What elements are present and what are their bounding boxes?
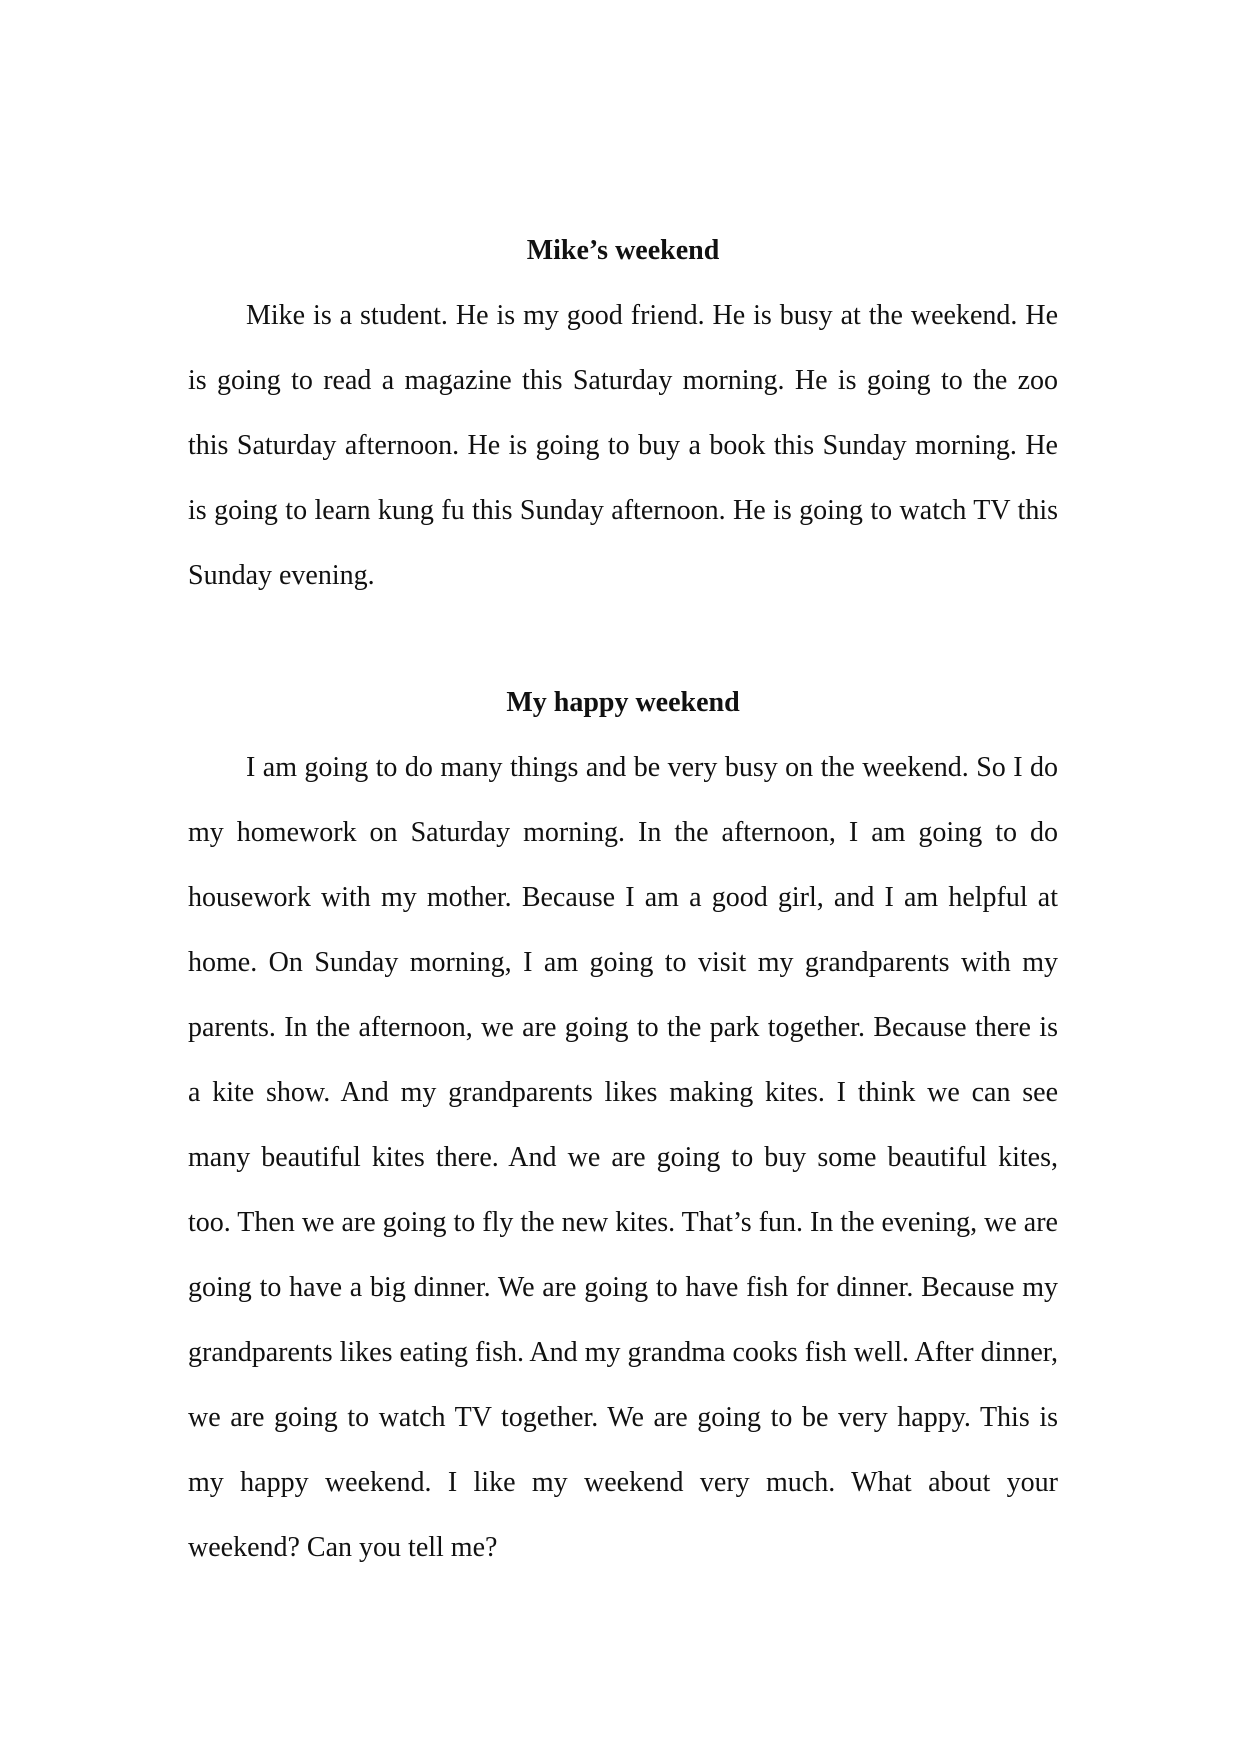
section-my-happy-weekend <box>188 670 1058 1580</box>
section-spacer <box>188 608 1058 670</box>
section-title: Mike’s weekend <box>526 235 720 266</box>
document-content <box>188 218 1058 1580</box>
section-title: My happy weekend <box>506 687 740 718</box>
section-body: I am going to do many things and be very busy on the weekend. So I do my homework on Saturday morning. In the afternoon, I am going to do housework with my mother. Because I am a good girl, and I am helpful at home. On Sunday morning, I am going to visit my grandparents with my parents. In the afternoon, we are going to the park together. Because there is a kite show. And my grandparents likes making kites. I think we can see many beautiful kites there. And we are going to buy some beautiful kites, too. Then we are going to fly the new kites. That’s fun. In the evening, we are going to have a big dinner. We are going to have fish for dinner. Because my grandparents likes eating fish. And my grandma cooks fish well. After dinner, we are going to watch TV together. We are going to be very happy. This is my happy weekend. I like my weekend very much. What about your weekend? Can you tell me? <box>188 752 1058 1563</box>
section-mikes-weekend <box>188 218 1058 608</box>
section-body: Mike is a student. He is my good friend. He is busy at the weekend. He is going to read a magazine this Saturday morning. He is going to the zoo this Saturday afternoon. He is going to buy a book this Sunday morning. He is going to learn kung fu this Sunday afternoon. He is going to watch TV this Sunday evening. <box>188 300 1058 591</box>
